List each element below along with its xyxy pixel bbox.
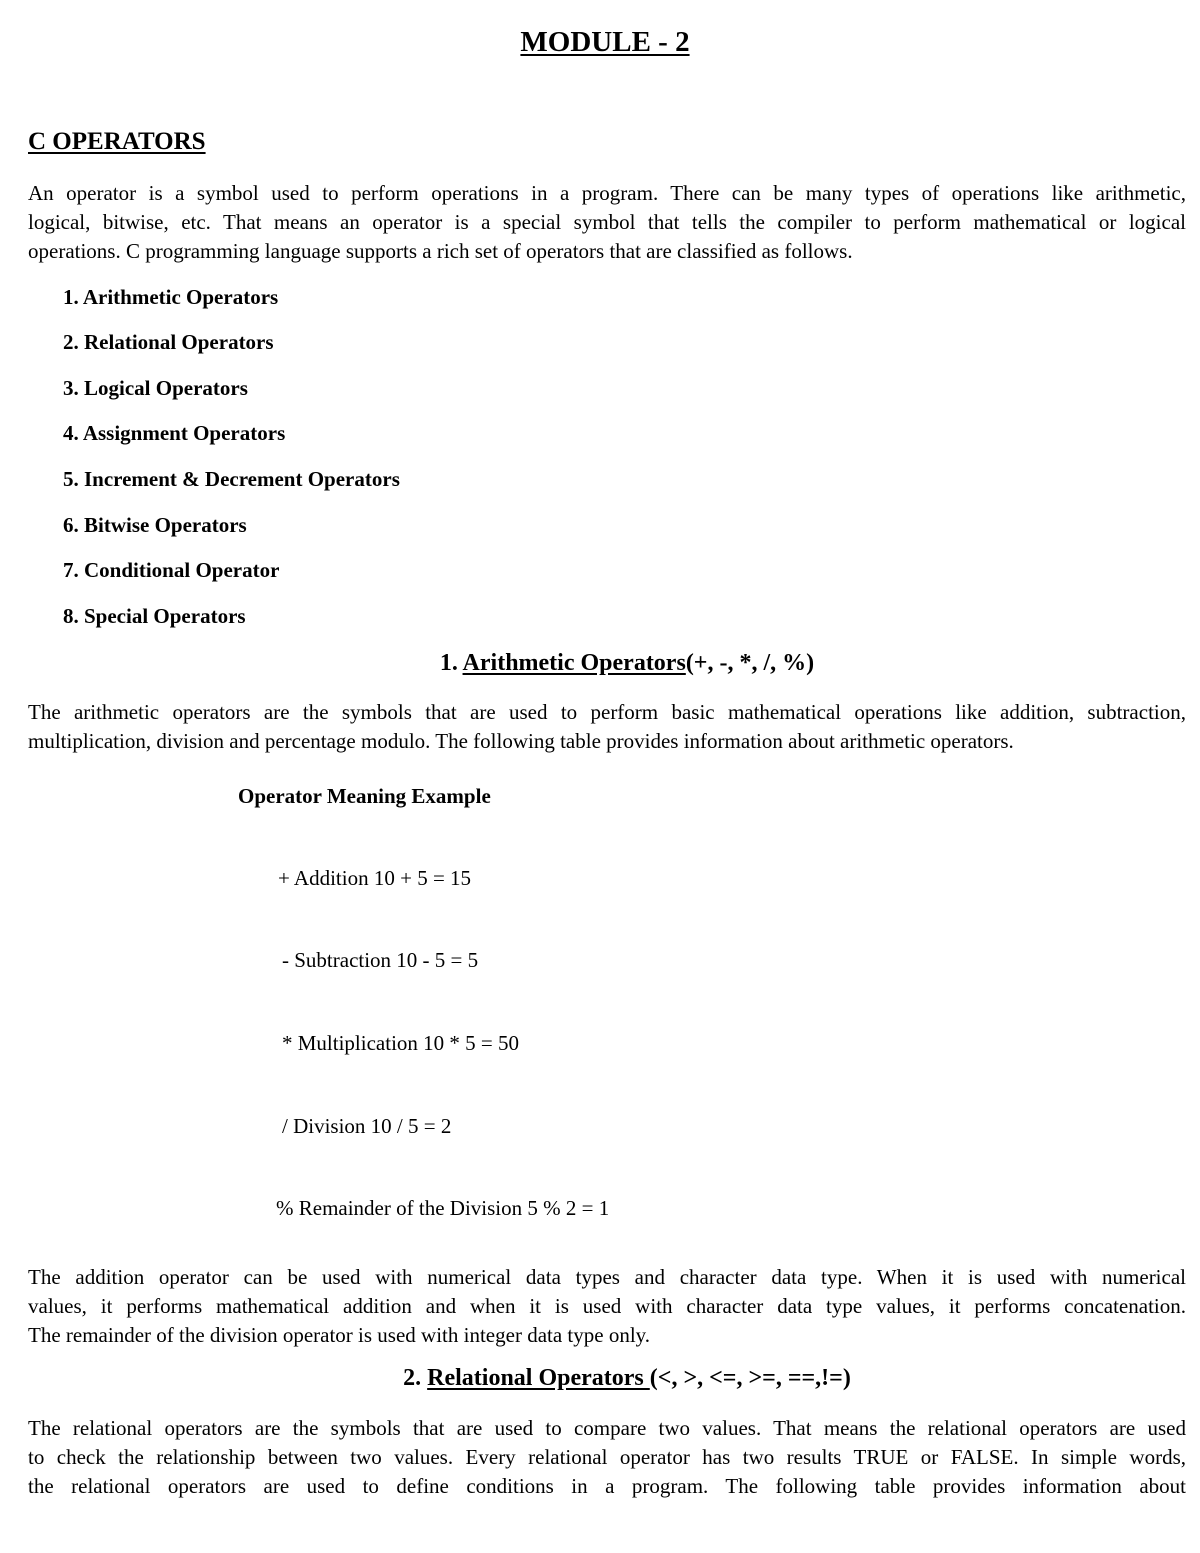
heading-symbols: (<, >, <=, >=, ==,!=) bbox=[649, 1365, 851, 1391]
relational-description bbox=[28, 1414, 1186, 1501]
list-item: 1. Arithmetic Operators bbox=[63, 285, 279, 309]
desc-line: The arithmetic operators are the symbols that are used to perform basic mathematical operations like addition, subtraction, bbox=[28, 700, 1186, 724]
list-item: 3. Logical Operators bbox=[63, 376, 248, 400]
arithmetic-heading bbox=[0, 649, 1200, 678]
intro-paragraph bbox=[28, 179, 1186, 266]
list-item: 8. Special Operators bbox=[63, 604, 246, 628]
list-item: 2. Relational Operators bbox=[63, 330, 274, 354]
list-item: 6. Bitwise Operators bbox=[63, 513, 247, 537]
section-heading: C OPERATORS bbox=[28, 128, 206, 155]
desc-line: the relational operators are used to define conditions in a program. The following table provides information about bbox=[28, 1474, 1186, 1498]
heading-number: 2. bbox=[403, 1365, 428, 1391]
arithmetic-note bbox=[28, 1263, 1186, 1350]
list-item: 5. Increment & Decrement Operators bbox=[63, 467, 400, 491]
list-item: 7. Conditional Operator bbox=[63, 558, 280, 582]
table-row: % Remainder of the Division 5 % 2 = 1 bbox=[276, 1196, 610, 1220]
page-title: MODULE - 2 bbox=[520, 26, 690, 58]
intro-line: logical, bitwise, etc. That means an operator is a special symbol that tells the compiler to perform mathematical or logical bbox=[28, 210, 1186, 234]
arithmetic-description bbox=[28, 698, 1186, 756]
heading-number: 1. bbox=[439, 650, 463, 676]
table-row: - Subtraction 10 - 5 = 5 bbox=[282, 948, 479, 972]
desc-line: The relational operators are the symbols that are used to compare two values. That means the relational operators are used bbox=[28, 1416, 1186, 1440]
note-line: values, it performs mathematical addition and when it is used with character data type values, it performs concatenation. bbox=[28, 1294, 1186, 1318]
table-header: Operator Meaning Example bbox=[238, 784, 491, 808]
note-line: The addition operator can be used with numerical data types and character data type. When it is used with numerical bbox=[28, 1265, 1186, 1289]
table-row: * Multiplication 10 * 5 = 50 bbox=[282, 1031, 519, 1055]
note-line: The remainder of the division operator is used with integer data type only. bbox=[28, 1323, 651, 1347]
table-row: + Addition 10 + 5 = 15 bbox=[278, 866, 472, 890]
intro-line: operations. C programming language supports a rich set of operators that are classified as follows. bbox=[28, 239, 853, 263]
heading-title: Relational Operators bbox=[427, 1365, 650, 1391]
list-item: 4. Assignment Operators bbox=[63, 421, 286, 445]
heading-symbols: (+, -, *, /, %) bbox=[685, 650, 815, 676]
desc-line: to check the relationship between two values. Every relational operator has two results TRUE or FALSE. In simple words, bbox=[28, 1445, 1186, 1469]
intro-line: An operator is a symbol used to perform operations in a program. There can be many types of operations like arithmetic, bbox=[28, 181, 1186, 205]
heading-title: Arithmetic Operators bbox=[462, 650, 686, 676]
table-row: / Division 10 / 5 = 2 bbox=[282, 1114, 452, 1138]
desc-line: multiplication, division and percentage modulo. The following table provides information about arithmetic operators. bbox=[28, 729, 1014, 753]
relational-heading bbox=[0, 1364, 1200, 1393]
